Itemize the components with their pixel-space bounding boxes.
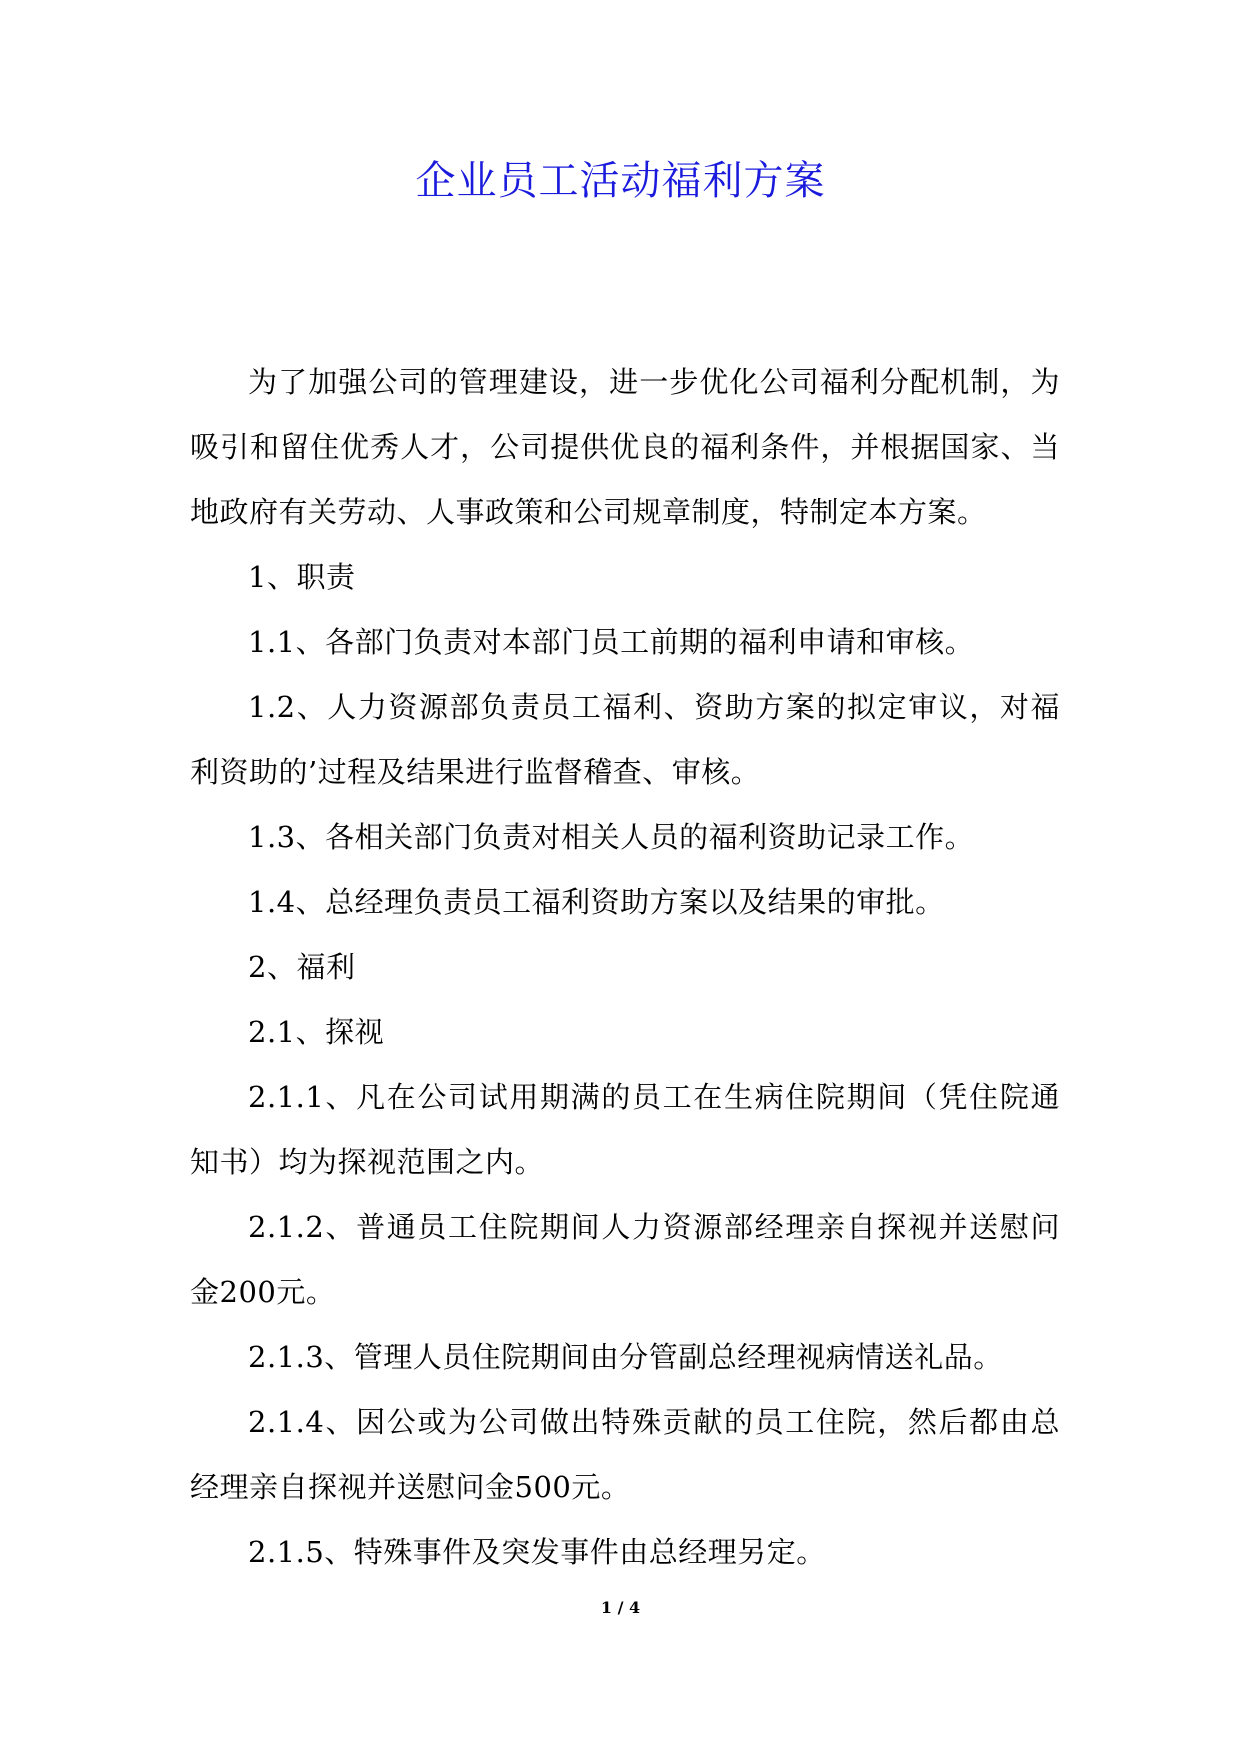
paragraph-2-1-3: 2.1.3、管理人员住院期间由分管副总经理视病情送礼品。 (248, 1340, 1003, 1374)
paragraph-1-1: 1.1、各部门负责对本部门员工前期的福利申请和审核。 (248, 625, 975, 659)
page-number: 1 / 4 (600, 1598, 641, 1617)
paragraph-1-4: 1.4、总经理负责员工福利资助方案以及结果的审批。 (248, 885, 945, 919)
paragraph-1-3: 1.3、各相关部门负责对相关人员的福利资助记录工作。 (248, 820, 975, 854)
section-heading-responsibilities: 1、职责 (248, 560, 356, 594)
paragraph-2-1-2: 2.1.2、普通员工住院期间人力资源部经理亲自探视并送慰问金200元。 (190, 1210, 1060, 1309)
document-body (190, 350, 1060, 1585)
subsection-heading-visit: 2.1、探视 (248, 1015, 385, 1049)
document-title: 企业员工活动福利方案 (415, 158, 826, 204)
paragraph-2-1-4: 2.1.4、因公或为公司做出特殊贡献的员工住院，然后都由总经理亲自探视并送慰问金500元。 (190, 1405, 1060, 1504)
paragraph-intro: 为了加强公司的管理建设，进一步优化公司福利分配机制，为吸引和留住优秀人才，公司提供优良的福利条件，并根据国家、当地政府有关劳动、人事政策和公司规章制度，特制定本方案。 (190, 365, 1060, 529)
paragraph-2-1-5: 2.1.5、特殊事件及突发事件由总经理另定。 (248, 1535, 826, 1569)
section-heading-benefits: 2、福利 (248, 950, 356, 984)
paragraph-2-1-1: 2.1.1、凡在公司试用期满的员工在生病住院期间（凭住院通知书）均为探视范围之内。 (190, 1080, 1060, 1179)
paragraph-1-2: 1.2、人力资源部负责员工福利、资助方案的拟定审议，对福利资助的’过程及结果进行监督稽查、审核。 (190, 690, 1060, 789)
